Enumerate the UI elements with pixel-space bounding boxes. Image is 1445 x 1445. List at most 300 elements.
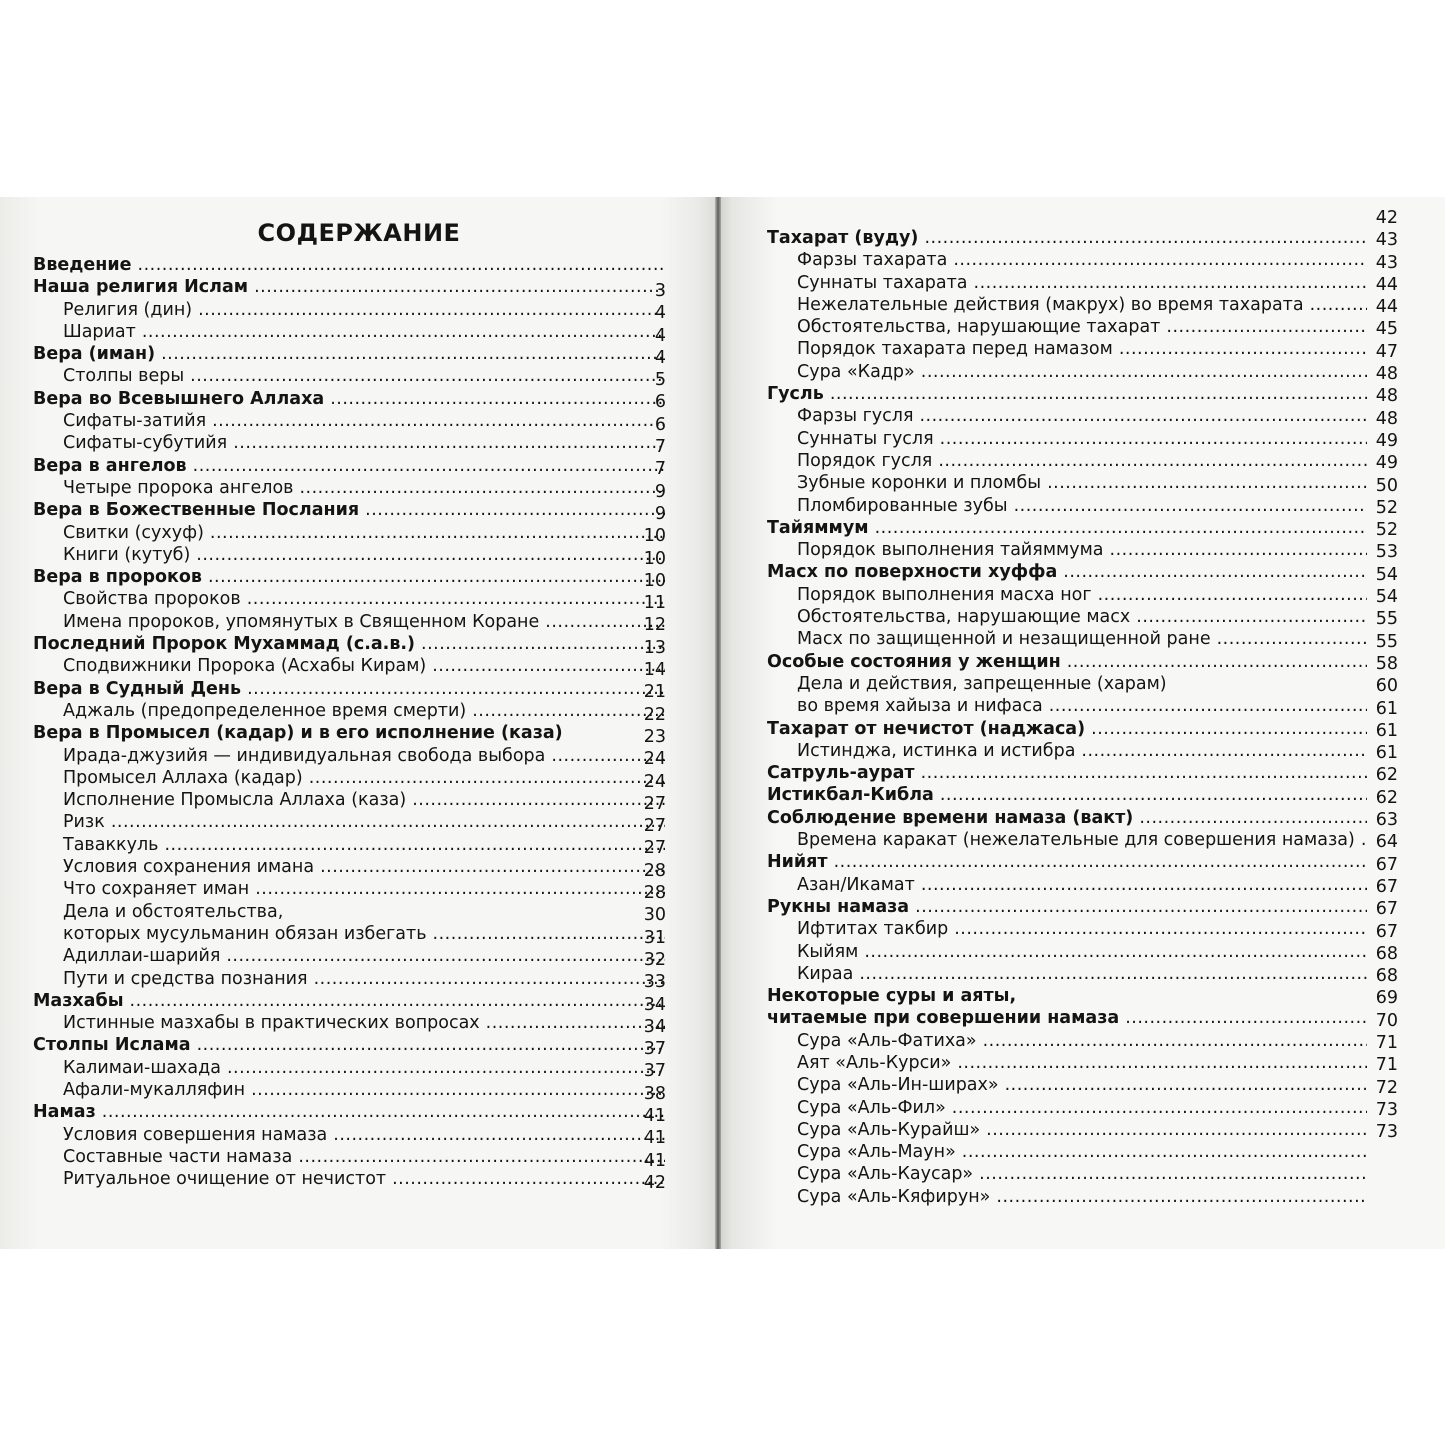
dot-leader — [952, 1097, 1367, 1119]
toc-subsection — [33, 745, 665, 767]
dot-leader — [1091, 718, 1367, 740]
toc-section — [767, 762, 1367, 784]
toc-entry-title: Шариат — [63, 321, 136, 342]
toc-entry-title: Дела и обстоятельства, — [63, 901, 284, 922]
toc-entry-title: Истинджа, истинка и истибра — [797, 740, 1076, 761]
dot-leader — [921, 361, 1367, 383]
page-number: 50 — [1375, 475, 1398, 496]
toc-entry-title: Сура «Аль-Фил» — [797, 1097, 946, 1118]
toc-entry-title: Таваккуль — [63, 834, 159, 855]
page-number: 9 — [654, 503, 666, 524]
toc-section — [33, 499, 665, 521]
dot-leader — [111, 811, 665, 833]
page-number: 14 — [643, 660, 666, 681]
dot-leader — [859, 963, 1367, 985]
dot-leader — [940, 428, 1367, 450]
toc-entry-title: Что сохраняет иман — [63, 879, 250, 900]
toc-entry-title: Сура «Аль-Ин-ширах» — [797, 1075, 999, 1096]
toc-subsection — [767, 606, 1367, 628]
dot-leader — [130, 990, 665, 1012]
toc-entry-title: Обстоятельства, нарушающие тахарат — [797, 317, 1161, 338]
page-number: 7 — [654, 459, 666, 480]
toc-entry-title: Рукны намаза — [767, 896, 910, 917]
toc-entry-title: Сура «Аль-Кяфирун» — [797, 1186, 991, 1207]
toc-entry-title: Особые состояния у женщин — [767, 651, 1061, 672]
page-number: 32 — [643, 949, 666, 970]
dot-leader — [986, 1119, 1367, 1141]
toc-subsection — [767, 338, 1367, 360]
toc-section — [767, 383, 1367, 405]
toc-entry-title: Порядок выполнения тайяммума — [797, 540, 1104, 561]
dot-leader — [875, 517, 1367, 539]
toc-entry-title: Гусль — [767, 384, 824, 405]
toc-subsection — [33, 834, 665, 856]
page-number: 41 — [643, 1150, 666, 1171]
dot-leader — [142, 321, 665, 343]
page-number: 24 — [643, 771, 666, 792]
dot-leader — [210, 522, 665, 544]
page-number: 69 — [1375, 988, 1398, 1009]
page-number: 24 — [643, 749, 666, 770]
toc-subsection — [767, 1052, 1367, 1074]
toc-entry-title: Порядок гусля — [797, 450, 933, 471]
toc-subsection — [33, 1168, 665, 1190]
toc-section — [33, 276, 665, 298]
page-number: 54 — [1375, 564, 1398, 585]
page-number: 38 — [643, 1083, 666, 1104]
toc-entry-title: Суннаты тахарата — [797, 272, 968, 293]
dot-leader — [915, 896, 1367, 918]
book-gutter — [715, 197, 721, 1249]
toc-section — [767, 651, 1367, 673]
page-number: 52 — [1375, 497, 1398, 518]
dot-leader — [921, 874, 1367, 896]
toc-subsection — [33, 544, 665, 566]
toc-subsection — [767, 673, 1367, 695]
toc-entry-title: Сифаты-затийя — [63, 411, 207, 432]
page-number: 68 — [1375, 943, 1398, 964]
page-number: 28 — [643, 860, 666, 881]
toc-entry-title: читаемые при совершении намаза — [767, 1008, 1120, 1029]
dot-leader — [962, 1141, 1367, 1163]
toc-entry-title: Афали-мукалляфин — [63, 1079, 246, 1100]
page-title: СОДЕРЖАНИЕ — [257, 219, 461, 247]
toc-section — [33, 990, 665, 1012]
page-number: 37 — [643, 1061, 666, 1082]
toc-section — [767, 1007, 1367, 1029]
dot-leader — [212, 410, 665, 432]
toc-entry-title: Религия (дин) — [63, 299, 193, 320]
page-number: 48 — [1375, 386, 1398, 407]
page-number: 47 — [1375, 341, 1398, 362]
page-number: 34 — [643, 1016, 666, 1037]
toc-subsection — [33, 432, 665, 454]
dot-leader — [979, 1163, 1367, 1185]
dot-leader — [940, 784, 1367, 806]
page-number: 41 — [643, 1105, 666, 1126]
toc-subsection — [767, 1186, 1367, 1208]
page-number: 4 — [654, 303, 666, 324]
toc-subsection — [33, 878, 665, 900]
toc-entry-title: Пути и средства познания — [63, 968, 308, 989]
dot-leader — [996, 1186, 1367, 1208]
toc-entry-title: Кыйям — [797, 941, 859, 962]
toc-entry-title: Адиллаи-шарийя — [63, 946, 221, 967]
toc-entry-title: Книги (кутуб) — [63, 544, 191, 565]
toc-entry-title: Нежелательные действия (макрух) во время тахарата — [797, 294, 1304, 315]
book-spread — [0, 197, 1445, 1249]
dot-leader — [164, 834, 665, 856]
toc-entry-title: Вера в ангелов — [33, 455, 187, 476]
toc-entry-title: Вера в Промысел (кадар) и в его исполнение (каза) — [33, 723, 563, 744]
toc-subsection — [767, 740, 1367, 762]
page-number: 62 — [1375, 787, 1398, 808]
toc-subsection — [33, 365, 665, 387]
toc-entry-title: Ирада-джузийя — индивидуальная свобода выбора — [63, 745, 546, 766]
toc-entry-title: Времена каракат (нежелательные для совершения намаза) — [797, 830, 1355, 851]
toc-entry-title: Четыре пророка ангелов — [63, 477, 294, 498]
toc-subsection — [767, 628, 1367, 650]
page-number: 44 — [1375, 297, 1398, 318]
toc-section — [767, 807, 1367, 829]
dot-leader — [196, 544, 665, 566]
toc-section — [767, 784, 1367, 806]
dot-leader — [924, 227, 1367, 249]
toc-subsection — [767, 963, 1367, 985]
toc-entry-title: Аджаль (предопределенное время смерти) — [63, 700, 467, 721]
page-number: 33 — [643, 972, 666, 993]
dot-leader — [1014, 495, 1367, 517]
dot-leader — [974, 272, 1367, 294]
toc-subsection — [33, 923, 665, 945]
page-number: 61 — [1375, 698, 1398, 719]
page-number: 72 — [1375, 1077, 1398, 1098]
toc-subsection — [767, 1141, 1367, 1163]
toc-entry-title: Свойства пророков — [63, 589, 241, 610]
toc-section — [33, 1101, 665, 1123]
page-number: 27 — [643, 793, 666, 814]
toc-entry-title: Вера в Божественные Послания — [33, 500, 360, 521]
page-number: 48 — [1375, 408, 1398, 429]
page-number: 61 — [1375, 720, 1398, 741]
toc-subsection — [33, 901, 665, 923]
toc-entry-title: Сура «Аль-Фатиха» — [797, 1030, 977, 1051]
dot-leader — [1047, 472, 1367, 494]
toc-section — [33, 678, 665, 700]
toc-entry-title: Ифтитах такбир — [797, 919, 949, 940]
page-number: 44 — [1375, 274, 1398, 295]
dot-leader — [834, 851, 1367, 873]
toc-entry-title: Дела и действия, запрещенные (харам) — [797, 673, 1167, 694]
toc-entry-title: Суннаты гусля — [797, 428, 934, 449]
toc-section — [33, 722, 665, 744]
toc-subsection — [767, 316, 1367, 338]
right-page-numbers — [1330, 207, 1398, 1143]
toc-entry-title: Фарзы гусля — [797, 406, 914, 427]
dot-leader — [1081, 740, 1367, 762]
toc-section — [33, 388, 665, 410]
toc-entry-title: Имена пророков, упомянутых в Священном Коране — [63, 611, 540, 632]
toc-subsection — [767, 1119, 1367, 1141]
page-number: 62 — [1375, 765, 1398, 786]
dot-leader — [198, 299, 665, 321]
page-number: 67 — [1375, 876, 1398, 897]
dot-leader — [138, 254, 665, 276]
toc-entry-title: Свитки (сухуф) — [63, 522, 204, 543]
page-number: 10 — [643, 526, 666, 547]
page-number: 27 — [643, 816, 666, 837]
dot-leader — [954, 918, 1367, 940]
toc-entry-title: Порядок тахарата перед намазом — [797, 339, 1113, 360]
page-number: 45 — [1375, 319, 1398, 340]
toc-subsection — [767, 829, 1367, 851]
toc-subsection — [33, 1079, 665, 1101]
toc-subsection — [33, 789, 665, 811]
toc-entry-title: Вера (иман) — [33, 344, 156, 365]
toc-section — [33, 566, 665, 588]
dot-leader — [208, 566, 665, 588]
toc-entry-title: Последний Пророк Мухаммад (с.а.в.) — [33, 634, 416, 655]
toc-entry-title: Мазхабы — [33, 990, 124, 1011]
page-number: 54 — [1375, 587, 1398, 608]
dot-leader — [1049, 695, 1367, 717]
page-number: 31 — [643, 927, 666, 948]
page-number: 58 — [1375, 653, 1398, 674]
toc-section — [33, 1034, 665, 1056]
toc-section — [767, 985, 1367, 1007]
toc-subsection — [767, 294, 1367, 316]
toc-entry-title: Истикбал-Кибла — [767, 785, 934, 806]
page-number: 71 — [1375, 1032, 1398, 1053]
dot-leader — [830, 383, 1367, 405]
toc-entry-title: Аят «Аль-Курси» — [797, 1052, 952, 1073]
page-number: 27 — [643, 838, 666, 859]
page-number: 9 — [654, 481, 666, 502]
toc-subsection — [33, 1146, 665, 1168]
page-number: 23 — [643, 726, 666, 747]
toc-subsection — [767, 361, 1367, 383]
toc-subsection — [767, 1163, 1367, 1185]
page-number: 68 — [1375, 966, 1398, 987]
page-number: 22 — [643, 704, 666, 725]
toc-subsection — [33, 767, 665, 789]
toc-entry-title: Промысел Аллаха (кадар) — [63, 767, 303, 788]
toc-section — [33, 455, 665, 477]
toc-entry-title: Условия сохранения имана — [63, 857, 315, 878]
toc-subsection — [33, 299, 665, 321]
page-number: 71 — [1375, 1055, 1398, 1076]
dot-leader — [938, 450, 1367, 472]
right-toc-list — [767, 227, 1367, 1208]
page-number: 63 — [1375, 810, 1398, 831]
page-number: 10 — [643, 548, 666, 569]
page-number: 5 — [654, 370, 666, 391]
toc-entry-title: Масх по поверхности хуффа — [767, 562, 1058, 583]
toc-entry-title: Вера в пророков — [33, 567, 202, 588]
toc-subsection — [767, 405, 1367, 427]
toc-subsection — [767, 472, 1367, 494]
toc-entry-title: которых мусульманин обязан избегать — [63, 923, 427, 944]
toc-entry-title: Сура «Аль-Курайш» — [797, 1119, 981, 1140]
dot-leader — [1098, 584, 1367, 606]
page-number: 30 — [643, 905, 666, 926]
page-number: 55 — [1375, 631, 1398, 652]
toc-entry-title: Тайяммум — [767, 517, 869, 538]
toc-subsection — [767, 918, 1367, 940]
toc-entry-title: Введение — [33, 255, 132, 275]
toc-subsection — [33, 655, 665, 677]
toc-subsection — [767, 428, 1367, 450]
toc-subsection — [33, 410, 665, 432]
toc-entry-title: Составные части намаза — [63, 1146, 293, 1167]
toc-section — [767, 851, 1367, 873]
dot-leader — [1067, 651, 1367, 673]
toc-entry-title: Сифаты-субутийя — [63, 433, 228, 454]
page-number: 3 — [654, 281, 666, 301]
page-number: 49 — [1375, 430, 1398, 451]
page-number: 52 — [1375, 520, 1398, 541]
toc-subsection — [767, 249, 1367, 271]
toc-subsection — [33, 522, 665, 544]
page-number: 43 — [1375, 230, 1398, 251]
toc-subsection — [33, 945, 665, 967]
toc-subsection — [33, 611, 665, 633]
toc-entry-title: Зубные коронки и пломбы — [797, 473, 1042, 494]
toc-section — [767, 718, 1367, 740]
page-number: 73 — [1375, 1099, 1398, 1120]
toc-entry-title: Тахарат (вуду) — [767, 228, 919, 248]
toc-entry-title: Некоторые суры и аяты, — [767, 986, 1017, 1007]
toc-entry-title: Вера во Всевышнего Аллаха — [33, 388, 325, 409]
toc-entry-title: Фарзы тахарата — [797, 250, 948, 271]
left-toc-list — [33, 254, 665, 1190]
page-number: 53 — [1375, 542, 1398, 563]
page-number: 48 — [1375, 364, 1398, 385]
dot-leader — [190, 365, 665, 387]
toc-section — [767, 561, 1367, 583]
page-number: 42 — [1375, 208, 1398, 228]
dot-leader — [1110, 539, 1367, 561]
dot-leader — [983, 1030, 1367, 1052]
toc-section — [767, 896, 1367, 918]
page-number: 73 — [1375, 1122, 1398, 1143]
page-number: 6 — [654, 392, 666, 413]
toc-subsection — [767, 584, 1367, 606]
page-number: 13 — [643, 637, 666, 658]
toc-entry-title: Калимаи-шахада — [63, 1057, 221, 1078]
page-number: 10 — [643, 570, 666, 591]
page-number: 21 — [643, 682, 666, 703]
dot-leader — [864, 941, 1367, 963]
page-number: 4 — [654, 325, 666, 346]
toc-entry-title: Столпы веры — [63, 366, 185, 387]
toc-entry-title: Сатруль-аурат — [767, 763, 915, 784]
page-number: 4 — [654, 347, 666, 368]
dot-leader — [193, 455, 665, 477]
toc-subsection — [33, 588, 665, 610]
page-number: 67 — [1375, 921, 1398, 942]
page-number: 60 — [1375, 676, 1398, 697]
toc-entry-title: Обстоятельства, нарушающие масх — [797, 607, 1131, 628]
dot-leader — [921, 762, 1367, 784]
toc-subsection — [767, 1074, 1367, 1096]
toc-subsection — [33, 856, 665, 878]
toc-section — [33, 633, 665, 655]
toc-subsection — [33, 321, 665, 343]
dot-leader — [957, 1052, 1367, 1074]
page-number: 7 — [654, 437, 666, 458]
toc-subsection — [767, 1030, 1367, 1052]
toc-section — [33, 343, 665, 365]
dot-leader — [102, 1101, 665, 1123]
toc-subsection — [767, 272, 1367, 294]
toc-entry-title: Вера в Судный День — [33, 678, 242, 699]
page-number: 28 — [643, 883, 666, 904]
dot-leader — [1005, 1074, 1367, 1096]
toc-entry-title: Порядок выполнения масха ног — [797, 584, 1092, 605]
toc-entry-title: Пломбированные зубы — [797, 495, 1008, 516]
page-number: 64 — [1375, 832, 1398, 853]
toc-subsection — [33, 811, 665, 833]
toc-entry-title: Истинные мазхабы в практических вопросах — [63, 1013, 480, 1034]
toc-entry-title: Исполнение Промысла Аллаха (каза) — [63, 790, 407, 811]
toc-entry-title: Столпы Ислама — [33, 1035, 191, 1056]
page-number: 11 — [643, 593, 666, 614]
dot-leader — [953, 249, 1367, 271]
toc-entry-title: Масх по защищенной и незащищенной ране — [797, 629, 1211, 650]
toc-entry-title: Наша религия Ислам — [33, 277, 249, 298]
page-number: 70 — [1375, 1010, 1398, 1031]
toc-subsection — [767, 695, 1367, 717]
page-number: 49 — [1375, 453, 1398, 474]
toc-subsection — [33, 1124, 665, 1146]
toc-section — [767, 227, 1367, 249]
toc-entry-title: Кираа — [797, 963, 854, 984]
toc-entry-title: Ризк — [63, 812, 105, 833]
page-number: 41 — [643, 1128, 666, 1149]
toc-subsection — [767, 450, 1367, 472]
toc-entry-title: Ритуальное очищение от нечистот — [63, 1169, 387, 1190]
dot-leader — [1063, 561, 1367, 583]
toc-section — [767, 517, 1367, 539]
page-number: 34 — [643, 994, 666, 1015]
toc-entry-title: Тахарат от нечистот (наджаса) — [767, 718, 1086, 739]
page-number: 67 — [1375, 899, 1398, 920]
page-number: 61 — [1375, 743, 1398, 764]
dot-leader — [197, 1034, 665, 1056]
page-number: 37 — [643, 1039, 666, 1060]
toc-entry-title: Сура «Аль-Маун» — [797, 1142, 956, 1163]
toc-subsection — [767, 941, 1367, 963]
toc-entry-title: Сподвижники Пророка (Асхабы Кирам) — [63, 656, 427, 677]
toc-subsection — [767, 1097, 1367, 1119]
toc-subsection — [33, 477, 665, 499]
page-number: 67 — [1375, 854, 1398, 875]
dot-leader — [919, 405, 1367, 427]
toc-subsection — [33, 700, 665, 722]
page-number: 55 — [1375, 609, 1398, 630]
toc-subsection — [33, 1012, 665, 1034]
toc-section — [33, 254, 665, 276]
page-number: 43 — [1375, 252, 1398, 273]
toc-subsection — [767, 539, 1367, 561]
toc-entry-title: во время хайыза и нифаса — [797, 696, 1043, 717]
page-number: 12 — [643, 615, 666, 636]
toc-entry-title: Намаз — [33, 1102, 96, 1123]
toc-entry-title: Азан/Икамат — [797, 874, 915, 895]
toc-subsection — [767, 874, 1367, 896]
dot-leader — [161, 343, 665, 365]
